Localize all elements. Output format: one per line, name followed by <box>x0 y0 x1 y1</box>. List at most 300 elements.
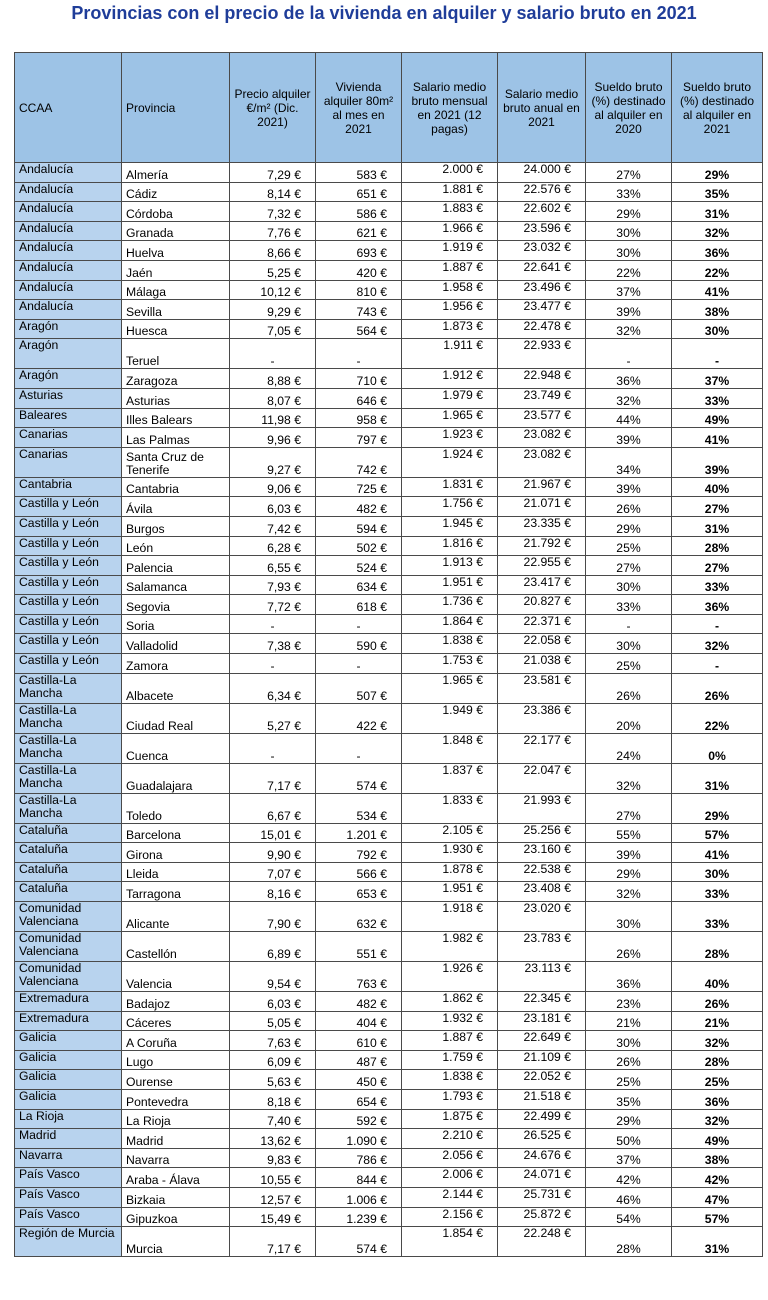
provincia-cell: Zamora <box>122 654 230 674</box>
sueldo-2020-cell: 34% <box>586 447 672 477</box>
salario-mensual-cell: 1.838 € <box>402 634 498 654</box>
table-row <box>15 477 763 497</box>
precio-cell: 5,05 € <box>230 1011 316 1031</box>
salario-mensual-cell: 1.887 € <box>402 260 498 280</box>
table-row <box>15 300 763 320</box>
salario-mensual-cell: 2.144 € <box>402 1187 498 1207</box>
salario-mensual-cell: 1.965 € <box>402 673 498 703</box>
precio-cell: 5,27 € <box>230 703 316 733</box>
table-row <box>15 369 763 389</box>
vivienda-cell: 844 € <box>316 1168 402 1188</box>
sueldo-2020-cell: 54% <box>586 1207 672 1227</box>
salario-anual-cell: 22.499 € <box>498 1109 586 1129</box>
vivienda-cell: - <box>316 339 402 369</box>
table-row <box>15 733 763 763</box>
table-row <box>15 497 763 517</box>
salario-anual-cell: 22.955 € <box>498 556 586 576</box>
ccaa-cell: Andalucía <box>15 241 122 261</box>
table-row <box>15 1227 763 1257</box>
salario-mensual-cell: 1.926 € <box>402 962 498 992</box>
salario-mensual-cell: 1.854 € <box>402 1227 498 1257</box>
sueldo-2020-cell: 30% <box>586 634 672 654</box>
sueldo-2020-cell: 36% <box>586 369 672 389</box>
header-sueldo-2021: Sueldo bruto (%) destinado al alquiler en 2021 <box>672 53 763 163</box>
sueldo-2020-cell: 55% <box>586 823 672 843</box>
sueldo-2020-cell: 30% <box>586 575 672 595</box>
vivienda-cell: 653 € <box>316 882 402 902</box>
provincia-cell: León <box>122 536 230 556</box>
salario-anual-cell: 23.082 € <box>498 428 586 448</box>
ccaa-cell: Castilla-La Mancha <box>15 763 122 793</box>
sueldo-2020-cell: 39% <box>586 300 672 320</box>
vivienda-cell: - <box>316 654 402 674</box>
table-row <box>15 575 763 595</box>
table-body <box>15 163 763 1257</box>
precio-cell: 6,09 € <box>230 1050 316 1070</box>
sueldo-2021-cell: 32% <box>672 221 763 241</box>
sueldo-2020-cell: 32% <box>586 319 672 339</box>
provincia-cell: Pontevedra <box>122 1090 230 1110</box>
salario-anual-cell: 25.731 € <box>498 1187 586 1207</box>
salario-mensual-cell: 1.956 € <box>402 300 498 320</box>
salario-mensual-cell: 1.912 € <box>402 369 498 389</box>
ccaa-cell: Castilla-La Mancha <box>15 673 122 703</box>
precio-cell: 9,27 € <box>230 447 316 477</box>
salario-anual-cell: 26.525 € <box>498 1129 586 1149</box>
provincia-cell: Ávila <box>122 497 230 517</box>
table-row <box>15 932 763 962</box>
salario-anual-cell: 23.082 € <box>498 447 586 477</box>
salario-anual-cell: 22.371 € <box>498 614 586 634</box>
provincia-cell: Guadalajara <box>122 763 230 793</box>
salario-anual-cell: 21.038 € <box>498 654 586 674</box>
sueldo-2021-cell: 30% <box>672 862 763 882</box>
table-row <box>15 862 763 882</box>
provincia-cell: Bizkaia <box>122 1187 230 1207</box>
precio-cell: 5,25 € <box>230 260 316 280</box>
header-salario-anual: Salario medio bruto anual en 2021 <box>498 53 586 163</box>
provincia-cell: Barcelona <box>122 823 230 843</box>
precio-cell: 6,28 € <box>230 536 316 556</box>
vivienda-cell: - <box>316 614 402 634</box>
ccaa-cell: Castilla y León <box>15 634 122 654</box>
vivienda-cell: 564 € <box>316 319 402 339</box>
sueldo-2021-cell: 36% <box>672 1090 763 1110</box>
provincia-cell: Huelva <box>122 241 230 261</box>
precio-cell: - <box>230 614 316 634</box>
salario-anual-cell: 23.749 € <box>498 388 586 408</box>
precio-cell: 7,76 € <box>230 221 316 241</box>
sueldo-2021-cell: - <box>672 654 763 674</box>
provincia-cell: Cáceres <box>122 1011 230 1031</box>
sueldo-2021-cell: 35% <box>672 182 763 202</box>
sueldo-2021-cell: 41% <box>672 428 763 448</box>
ccaa-cell: Andalucía <box>15 182 122 202</box>
provincia-cell: Málaga <box>122 280 230 300</box>
table-row <box>15 1168 763 1188</box>
salario-mensual-cell: 1.951 € <box>402 882 498 902</box>
provincia-cell: Cantabria <box>122 477 230 497</box>
sueldo-2021-cell: 47% <box>672 1187 763 1207</box>
provincia-cell: Granada <box>122 221 230 241</box>
salario-mensual-cell: 2.000 € <box>402 163 498 183</box>
salario-mensual-cell: 1.883 € <box>402 202 498 222</box>
vivienda-cell: 786 € <box>316 1148 402 1168</box>
salario-mensual-cell: 1.793 € <box>402 1090 498 1110</box>
provincia-cell: Burgos <box>122 516 230 536</box>
salario-anual-cell: 22.641 € <box>498 260 586 280</box>
ccaa-cell: Asturias <box>15 388 122 408</box>
provincia-cell: Navarra <box>122 1148 230 1168</box>
ccaa-cell: Andalucía <box>15 300 122 320</box>
sueldo-2021-cell: 39% <box>672 447 763 477</box>
vivienda-cell: 958 € <box>316 408 402 428</box>
provincia-cell: La Rioja <box>122 1109 230 1129</box>
salario-anual-cell: 22.177 € <box>498 733 586 763</box>
ccaa-cell: Canarias <box>15 447 122 477</box>
salario-mensual-cell: 1.918 € <box>402 902 498 932</box>
provincia-cell: Zaragoza <box>122 369 230 389</box>
vivienda-cell: 634 € <box>316 575 402 595</box>
provincia-cell: Almería <box>122 163 230 183</box>
salario-mensual-cell: 1.831 € <box>402 477 498 497</box>
sueldo-2020-cell: 44% <box>586 408 672 428</box>
ccaa-cell: País Vasco <box>15 1168 122 1188</box>
sueldo-2021-cell: 27% <box>672 497 763 517</box>
salario-anual-cell: 24.000 € <box>498 163 586 183</box>
ccaa-cell: Castilla y León <box>15 556 122 576</box>
salario-anual-cell: 22.933 € <box>498 339 586 369</box>
sueldo-2021-cell: 33% <box>672 388 763 408</box>
sueldo-2021-cell: 28% <box>672 932 763 962</box>
vivienda-cell: 1.090 € <box>316 1129 402 1149</box>
provincia-cell: Valladolid <box>122 634 230 654</box>
vivienda-cell: 583 € <box>316 163 402 183</box>
precio-cell: 9,83 € <box>230 1148 316 1168</box>
provincia-cell: Jaén <box>122 260 230 280</box>
precio-cell: 8,18 € <box>230 1090 316 1110</box>
vivienda-cell: 590 € <box>316 634 402 654</box>
sueldo-2020-cell: 32% <box>586 882 672 902</box>
salario-mensual-cell: 1.838 € <box>402 1070 498 1090</box>
sueldo-2021-cell: 25% <box>672 1070 763 1090</box>
table-row <box>15 408 763 428</box>
table-row <box>15 241 763 261</box>
precio-cell: 8,16 € <box>230 882 316 902</box>
vivienda-cell: 797 € <box>316 428 402 448</box>
table-row <box>15 163 763 183</box>
salario-mensual-cell: 1.982 € <box>402 932 498 962</box>
precio-cell: 8,66 € <box>230 241 316 261</box>
vivienda-cell: 710 € <box>316 369 402 389</box>
sueldo-2021-cell: 29% <box>672 793 763 823</box>
salario-anual-cell: 22.058 € <box>498 634 586 654</box>
salario-anual-cell: 23.020 € <box>498 902 586 932</box>
salario-mensual-cell: 1.753 € <box>402 654 498 674</box>
provincia-cell: Salamanca <box>122 575 230 595</box>
ccaa-cell: Galicia <box>15 1090 122 1110</box>
vivienda-cell: 450 € <box>316 1070 402 1090</box>
sueldo-2020-cell: - <box>586 339 672 369</box>
sueldo-2020-cell: 25% <box>586 1070 672 1090</box>
vivienda-cell: 566 € <box>316 862 402 882</box>
table-row <box>15 992 763 1012</box>
ccaa-cell: Castilla y León <box>15 595 122 615</box>
precio-cell: 9,06 € <box>230 477 316 497</box>
sueldo-2021-cell: 36% <box>672 595 763 615</box>
salario-anual-cell: 23.581 € <box>498 673 586 703</box>
sueldo-2021-cell: 41% <box>672 280 763 300</box>
sueldo-2020-cell: 36% <box>586 962 672 992</box>
provincia-cell: Albacete <box>122 673 230 703</box>
vivienda-cell: 651 € <box>316 182 402 202</box>
salario-mensual-cell: 1.966 € <box>402 221 498 241</box>
vivienda-cell: 763 € <box>316 962 402 992</box>
precio-cell: 8,07 € <box>230 388 316 408</box>
salario-anual-cell: 21.109 € <box>498 1050 586 1070</box>
table-row <box>15 1050 763 1070</box>
ccaa-cell: Región de Murcia <box>15 1227 122 1257</box>
salario-mensual-cell: 1.736 € <box>402 595 498 615</box>
sueldo-2021-cell: 32% <box>672 1109 763 1129</box>
salario-mensual-cell: 1.911 € <box>402 339 498 369</box>
provincia-cell: Illes Balears <box>122 408 230 428</box>
provincia-cell: Las Palmas <box>122 428 230 448</box>
precio-cell: 7,93 € <box>230 575 316 595</box>
sueldo-2020-cell: 29% <box>586 1109 672 1129</box>
salario-mensual-cell: 1.756 € <box>402 497 498 517</box>
salario-mensual-cell: 2.105 € <box>402 823 498 843</box>
precio-cell: 9,90 € <box>230 843 316 863</box>
ccaa-cell: Aragón <box>15 369 122 389</box>
table-row <box>15 1129 763 1149</box>
table-row <box>15 516 763 536</box>
salario-anual-cell: 22.649 € <box>498 1031 586 1051</box>
table-row <box>15 763 763 793</box>
sueldo-2020-cell: 37% <box>586 1148 672 1168</box>
sueldo-2020-cell: 32% <box>586 388 672 408</box>
table-row <box>15 536 763 556</box>
provincia-cell: Murcia <box>122 1227 230 1257</box>
ccaa-cell: Castilla-La Mancha <box>15 733 122 763</box>
vivienda-cell: 422 € <box>316 703 402 733</box>
salario-anual-cell: 25.256 € <box>498 823 586 843</box>
sueldo-2021-cell: 37% <box>672 369 763 389</box>
table-row <box>15 1187 763 1207</box>
provincia-cell: Asturias <box>122 388 230 408</box>
vivienda-cell: 646 € <box>316 388 402 408</box>
ccaa-cell: Canarias <box>15 428 122 448</box>
table-row <box>15 882 763 902</box>
ccaa-cell: Cataluña <box>15 843 122 863</box>
table-row <box>15 260 763 280</box>
vivienda-cell: 654 € <box>316 1090 402 1110</box>
vivienda-cell: 420 € <box>316 260 402 280</box>
salario-anual-cell: 22.602 € <box>498 202 586 222</box>
vivienda-cell: 725 € <box>316 477 402 497</box>
header-sueldo-2020: Sueldo bruto (%) destinado al alquiler en 2020 <box>586 53 672 163</box>
vivienda-cell: 574 € <box>316 763 402 793</box>
provincia-cell: Girona <box>122 843 230 863</box>
sueldo-2020-cell: 33% <box>586 595 672 615</box>
precio-cell: 7,72 € <box>230 595 316 615</box>
ccaa-cell: Castilla-La Mancha <box>15 703 122 733</box>
provincia-cell: Ourense <box>122 1070 230 1090</box>
ccaa-cell: Castilla-La Mancha <box>15 793 122 823</box>
sueldo-2020-cell: 28% <box>586 1227 672 1257</box>
sueldo-2020-cell: 22% <box>586 260 672 280</box>
provincia-cell: Lugo <box>122 1050 230 1070</box>
salario-anual-cell: 23.181 € <box>498 1011 586 1031</box>
ccaa-cell: Comunidad Valenciana <box>15 932 122 962</box>
sueldo-2020-cell: 20% <box>586 703 672 733</box>
vivienda-cell: 482 € <box>316 992 402 1012</box>
table-row <box>15 1109 763 1129</box>
header-row <box>15 53 763 163</box>
sueldo-2021-cell: 33% <box>672 882 763 902</box>
sueldo-2021-cell: 57% <box>672 1207 763 1227</box>
vivienda-cell: 524 € <box>316 556 402 576</box>
table-row <box>15 654 763 674</box>
vivienda-cell: 810 € <box>316 280 402 300</box>
vivienda-cell: 574 € <box>316 1227 402 1257</box>
ccaa-cell: Extremadura <box>15 992 122 1012</box>
provincia-cell: Badajoz <box>122 992 230 1012</box>
vivienda-cell: 632 € <box>316 902 402 932</box>
provincia-cell: Ciudad Real <box>122 703 230 733</box>
table-row <box>15 447 763 477</box>
salario-mensual-cell: 1.924 € <box>402 447 498 477</box>
sueldo-2020-cell: 29% <box>586 862 672 882</box>
table-row <box>15 793 763 823</box>
table-row <box>15 673 763 703</box>
sueldo-2021-cell: 32% <box>672 634 763 654</box>
vivienda-cell: 586 € <box>316 202 402 222</box>
salario-mensual-cell: 1.951 € <box>402 575 498 595</box>
sueldo-2020-cell: 27% <box>586 163 672 183</box>
salario-mensual-cell: 1.887 € <box>402 1031 498 1051</box>
provincia-cell: Sevilla <box>122 300 230 320</box>
sueldo-2021-cell: 49% <box>672 1129 763 1149</box>
sueldo-2021-cell: 33% <box>672 902 763 932</box>
precio-cell: 7,17 € <box>230 763 316 793</box>
table-row <box>15 388 763 408</box>
precio-cell: 10,55 € <box>230 1168 316 1188</box>
ccaa-cell: Andalucía <box>15 202 122 222</box>
salario-anual-cell: 22.576 € <box>498 182 586 202</box>
table-row <box>15 962 763 992</box>
vivienda-cell: 594 € <box>316 516 402 536</box>
sueldo-2021-cell: 28% <box>672 536 763 556</box>
header-precio: Precio alquiler €/m² (Dic. 2021) <box>230 53 316 163</box>
precio-cell: 7,32 € <box>230 202 316 222</box>
provincia-cell: Huesca <box>122 319 230 339</box>
precio-cell: 7,07 € <box>230 862 316 882</box>
sueldo-2020-cell: 27% <box>586 556 672 576</box>
table-row <box>15 1031 763 1051</box>
provincia-cell: Madrid <box>122 1129 230 1149</box>
precio-cell: - <box>230 654 316 674</box>
salario-anual-cell: 22.345 € <box>498 992 586 1012</box>
precio-cell: 15,49 € <box>230 1207 316 1227</box>
sueldo-2020-cell: 35% <box>586 1090 672 1110</box>
salario-anual-cell: 23.596 € <box>498 221 586 241</box>
vivienda-cell: 1.201 € <box>316 823 402 843</box>
provincia-cell: Cádiz <box>122 182 230 202</box>
table-row <box>15 1011 763 1031</box>
table-row <box>15 556 763 576</box>
salario-mensual-cell: 1.878 € <box>402 862 498 882</box>
page-title: Provincias con el precio de la vivienda en alquiler y salario bruto en 2021 <box>71 3 697 23</box>
sueldo-2020-cell: 26% <box>586 497 672 517</box>
precio-cell: 8,88 € <box>230 369 316 389</box>
precio-cell: 6,55 € <box>230 556 316 576</box>
vivienda-cell: 618 € <box>316 595 402 615</box>
provincia-cell: Tarragona <box>122 882 230 902</box>
sueldo-2020-cell: 30% <box>586 241 672 261</box>
table-row <box>15 823 763 843</box>
ccaa-cell: País Vasco <box>15 1187 122 1207</box>
table-row <box>15 1090 763 1110</box>
sueldo-2021-cell: 32% <box>672 1031 763 1051</box>
salario-mensual-cell: 1.923 € <box>402 428 498 448</box>
sueldo-2021-cell: 31% <box>672 763 763 793</box>
precio-cell: 9,96 € <box>230 428 316 448</box>
header-ccaa: CCAA <box>15 53 122 163</box>
sueldo-2021-cell: 31% <box>672 202 763 222</box>
table-row <box>15 182 763 202</box>
precio-cell: 7,17 € <box>230 1227 316 1257</box>
salario-mensual-cell: 1.965 € <box>402 408 498 428</box>
salario-mensual-cell: 2.006 € <box>402 1168 498 1188</box>
sueldo-2020-cell: 30% <box>586 221 672 241</box>
sueldo-2020-cell: 39% <box>586 843 672 863</box>
provincia-cell: Segovia <box>122 595 230 615</box>
salario-anual-cell: 22.248 € <box>498 1227 586 1257</box>
provincia-cell: Santa Cruz de Tenerife <box>122 447 230 477</box>
salario-anual-cell: 23.032 € <box>498 241 586 261</box>
vivienda-cell: 592 € <box>316 1109 402 1129</box>
ccaa-cell: Extremadura <box>15 1011 122 1031</box>
salario-anual-cell: 23.335 € <box>498 516 586 536</box>
vivienda-cell: 743 € <box>316 300 402 320</box>
table-row <box>15 428 763 448</box>
sueldo-2021-cell: 26% <box>672 673 763 703</box>
table-row <box>15 595 763 615</box>
salario-anual-cell: 23.386 € <box>498 703 586 733</box>
ccaa-cell: Navarra <box>15 1148 122 1168</box>
sueldo-2020-cell: 33% <box>586 182 672 202</box>
precio-cell: 15,01 € <box>230 823 316 843</box>
ccaa-cell: Galicia <box>15 1031 122 1051</box>
ccaa-cell: Andalucía <box>15 260 122 280</box>
salario-mensual-cell: 1.875 € <box>402 1109 498 1129</box>
vivienda-cell: - <box>316 733 402 763</box>
sueldo-2020-cell: 39% <box>586 477 672 497</box>
sueldo-2020-cell: 26% <box>586 1050 672 1070</box>
provincia-cell: Alicante <box>122 902 230 932</box>
precio-cell: 6,34 € <box>230 673 316 703</box>
salario-mensual-cell: 1.979 € <box>402 388 498 408</box>
table-row <box>15 634 763 654</box>
table-row <box>15 1070 763 1090</box>
precio-cell: - <box>230 733 316 763</box>
ccaa-cell: Galicia <box>15 1050 122 1070</box>
table-row <box>15 614 763 634</box>
ccaa-cell: Comunidad Valenciana <box>15 902 122 932</box>
salario-anual-cell: 22.052 € <box>498 1070 586 1090</box>
ccaa-cell: Castilla y León <box>15 536 122 556</box>
